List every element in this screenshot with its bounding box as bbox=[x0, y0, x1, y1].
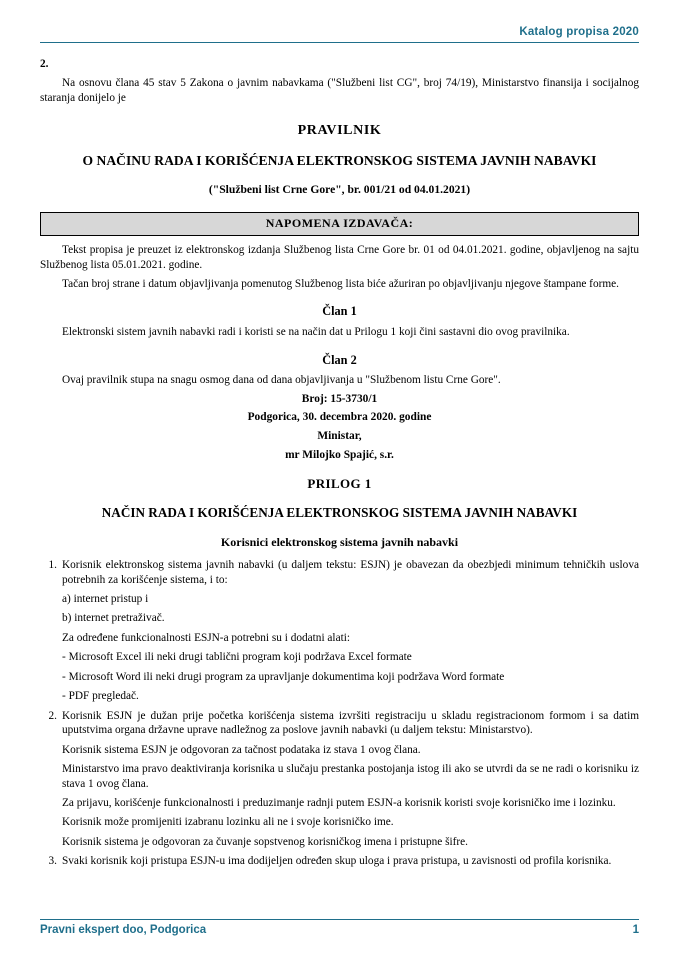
list-item bbox=[40, 558, 639, 704]
header-title: Katalog propisa 2020 bbox=[519, 26, 639, 38]
publisher-note-paragraph-1: Tekst propisa je preuzet iz elektronskog izdanja Službenog lista Crne Gore br. 01 od 04.01.2021. godine, objavljenog na sajtu Službenog lista 05.01.2021. godine. bbox=[40, 244, 639, 271]
official-gazette-reference: ("Službeni list Crne Gore", br. 001/21 od 04.01.2021) bbox=[208, 182, 471, 196]
signature-line-2: Podgorica, 30. decembra 2020. godine bbox=[247, 411, 432, 424]
list-item-body bbox=[62, 854, 639, 868]
footer-publisher: Pravni ekspert doo, Podgorica bbox=[40, 924, 207, 936]
item-number: 2. bbox=[40, 58, 49, 70]
numbered-list bbox=[40, 558, 639, 869]
page-footer bbox=[40, 919, 639, 936]
list-item-number: 1. bbox=[48, 559, 57, 572]
article-1-text: Elektronski sistem javnih nabavki radi i koristi se na način dat u Prilogu 1 koji čini sastavni dio ovog pravilnika. bbox=[62, 326, 570, 339]
page-title: PRAVILNIK bbox=[297, 123, 382, 139]
article-2-text: Ovaj pravilnik stupa na snagu osmog dana od dana objavljivanja u "Službenom listu Crne Gore". bbox=[62, 374, 501, 387]
list-item-tool-word: - Microsoft Word ili neki drugi program za upravljanje dokumentima koji podržava Word formate bbox=[62, 670, 505, 683]
publisher-note-heading: NAPOMENA IZDAVAČA: bbox=[40, 212, 639, 236]
list-item-paragraph: Korisnik može promijeniti izabranu lozinku ali ne i svoje korisničko ime. bbox=[62, 816, 394, 829]
list-item-number: 3. bbox=[48, 855, 57, 868]
footer-page-number: 1 bbox=[632, 924, 639, 936]
list-item-paragraph: Za prijavu, korišćenje funkcionalnosti i preduzimanje radnji putem ESJN-a korisnik koristi svoje korisničko ime i lozinku. bbox=[62, 797, 616, 809]
list-item-paragraph: Ministarstvo ima pravo deaktiviranja korisnika u slučaju prestanka postojanja istog ili ako se utvrdi da se ne radi o korisniku iz stava 1 ovog člana. bbox=[62, 763, 639, 790]
list-item-number: 2. bbox=[48, 709, 57, 722]
article-1-heading: Član 1 bbox=[322, 304, 357, 319]
list-item-tools-intro: Za određene funkcionalnosti ESJN-a potrebni su i dodatni alati: bbox=[62, 631, 350, 644]
page-subtitle: O NAČINU RADA I KORIŠĆENJA ELEKTRONSKOG SISTEMA JAVNIH NABAVKI bbox=[82, 153, 597, 169]
list-item-body bbox=[62, 558, 639, 704]
list-item-paragraph: Korisnik sistema ESJN je odgovoran za tačnost podataka iz stava 1 ovog člana. bbox=[62, 743, 421, 756]
article-2-heading: Član 2 bbox=[322, 352, 357, 367]
footer-row bbox=[40, 920, 639, 936]
signature-line-4: mr Milojko Spajić, s.r. bbox=[285, 448, 394, 461]
signature-line-3: Ministar, bbox=[317, 430, 362, 443]
list-item-tool-pdf: - PDF pregledač. bbox=[62, 690, 139, 703]
list-item-paragraph: Korisnik ESJN je dužan prije početka korišćenja sistema izvršiti registraciju u skladu registracionom formom i sa datim uputstvima organa državne uprave nadležnog za poslove javnih nabavki (u daljem tekstu: Ministarstvo). bbox=[62, 709, 639, 737]
annex-title: NAČIN RADA I KORIŠĆENJA ELEKTRONSKOG SISTEMA JAVNIH NABAVKI bbox=[101, 504, 578, 520]
publisher-note-paragraph-2: Tačan broj strane i datum objavljivanja pomenutog Službenog lista biće ažuriran po objavljivanju njegove štampane forme. bbox=[62, 278, 619, 291]
list-item-subpoint-a: a) internet pristup i bbox=[62, 593, 149, 606]
publisher-note-body bbox=[40, 243, 639, 291]
list-item-body bbox=[62, 709, 639, 850]
list-item-paragraph: Korisnik sistema je odgovoran za čuvanje sopstvenog korisničkog imena i pristupne šifre. bbox=[62, 835, 468, 848]
document-content bbox=[40, 43, 639, 869]
signature-line-1: Broj: 15-3730/1 bbox=[301, 392, 378, 405]
list-item bbox=[40, 709, 639, 850]
list-item-paragraph: Korisnik elektronskog sistema javnih nabavki (u daljem tekstu: ESJN) je obavezan da obezbjedi minimum tehničkih uslova potrebnih za korišćenje sistema, i to: bbox=[62, 559, 639, 586]
list-item-subpoint-b: b) internet pretraživač. bbox=[62, 612, 165, 625]
section-title: Korisnici elektronskog sistema javnih nabavki bbox=[220, 534, 459, 549]
intro-paragraph: Na osnovu člana 45 stav 5 Zakona o javnim nabavkama ("Službeni list CG", broj 74/19), Ministarstvo finansija i socijalnog staranja donijelo je bbox=[40, 77, 639, 104]
list-item bbox=[40, 854, 639, 868]
list-item-paragraph: Svaki korisnik koji pristupa ESJN-u ima dodijeljen određen skup uloga i prava pristupa, u zavisnosti od profila korisnika. bbox=[62, 855, 612, 868]
list-item-tool-excel: - Microsoft Excel ili neki drugi tablični program koji podržava Excel formate bbox=[62, 651, 412, 664]
annex-label: PRILOG 1 bbox=[307, 476, 372, 492]
page-header bbox=[40, 0, 639, 43]
